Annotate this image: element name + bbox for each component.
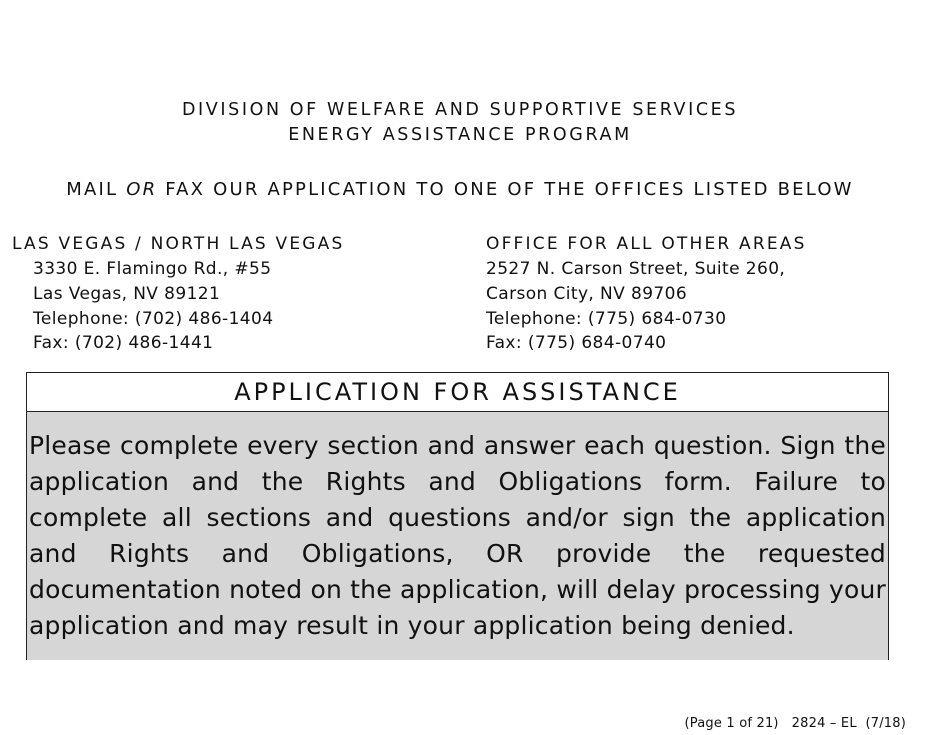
application-instructions: Please complete every section and answer each question. Sign the application and the Rights and Obligations form. Failure to complete all sections and questions and/or sign the application and Rights and Obligations, OR provide the requested documentation noted on the application, will delay processing your application and may result in your application being denied. [27,412,888,660]
other-office-telephone: Telephone: (775) 684-0730 [486,309,727,329]
program-name: ENERGY ASSISTANCE PROGRAM [288,125,632,145]
mail-instruction [0,179,920,200]
mail-suffix: FAX OUR APPLICATION TO ONE OF THE OFFICES LISTED BELOW [157,179,854,200]
other-office-address-line2: Carson City, NV 89706 [486,284,688,304]
las-vegas-fax: Fax: (702) 486-1441 [33,333,214,353]
other-office-fax: Fax: (775) 684-0740 [486,333,667,353]
application-title: APPLICATION FOR ASSISTANCE [27,373,888,412]
agency-name: DIVISION OF WELFARE AND SUPPORTIVE SERVICES [181,100,739,120]
application-box [26,372,889,660]
las-vegas-address-line1: 3330 E. Flamingo Rd., #55 [33,259,272,279]
las-vegas-office-title: LAS VEGAS / NORTH LAS VEGAS [12,234,345,254]
mail-prefix: MAIL [66,179,127,200]
las-vegas-telephone: Telephone: (702) 486-1404 [33,309,274,329]
other-office-address-line1: 2527 N. Carson Street, Suite 260, [486,259,786,279]
las-vegas-address-line2: Las Vegas, NV 89121 [33,284,221,304]
other-office-title: OFFICE FOR ALL OTHER AREAS [486,234,807,254]
page-footer: (Page 1 of 21) 2824 – EL (7/18) [684,716,906,731]
mail-or: OR [126,179,158,200]
